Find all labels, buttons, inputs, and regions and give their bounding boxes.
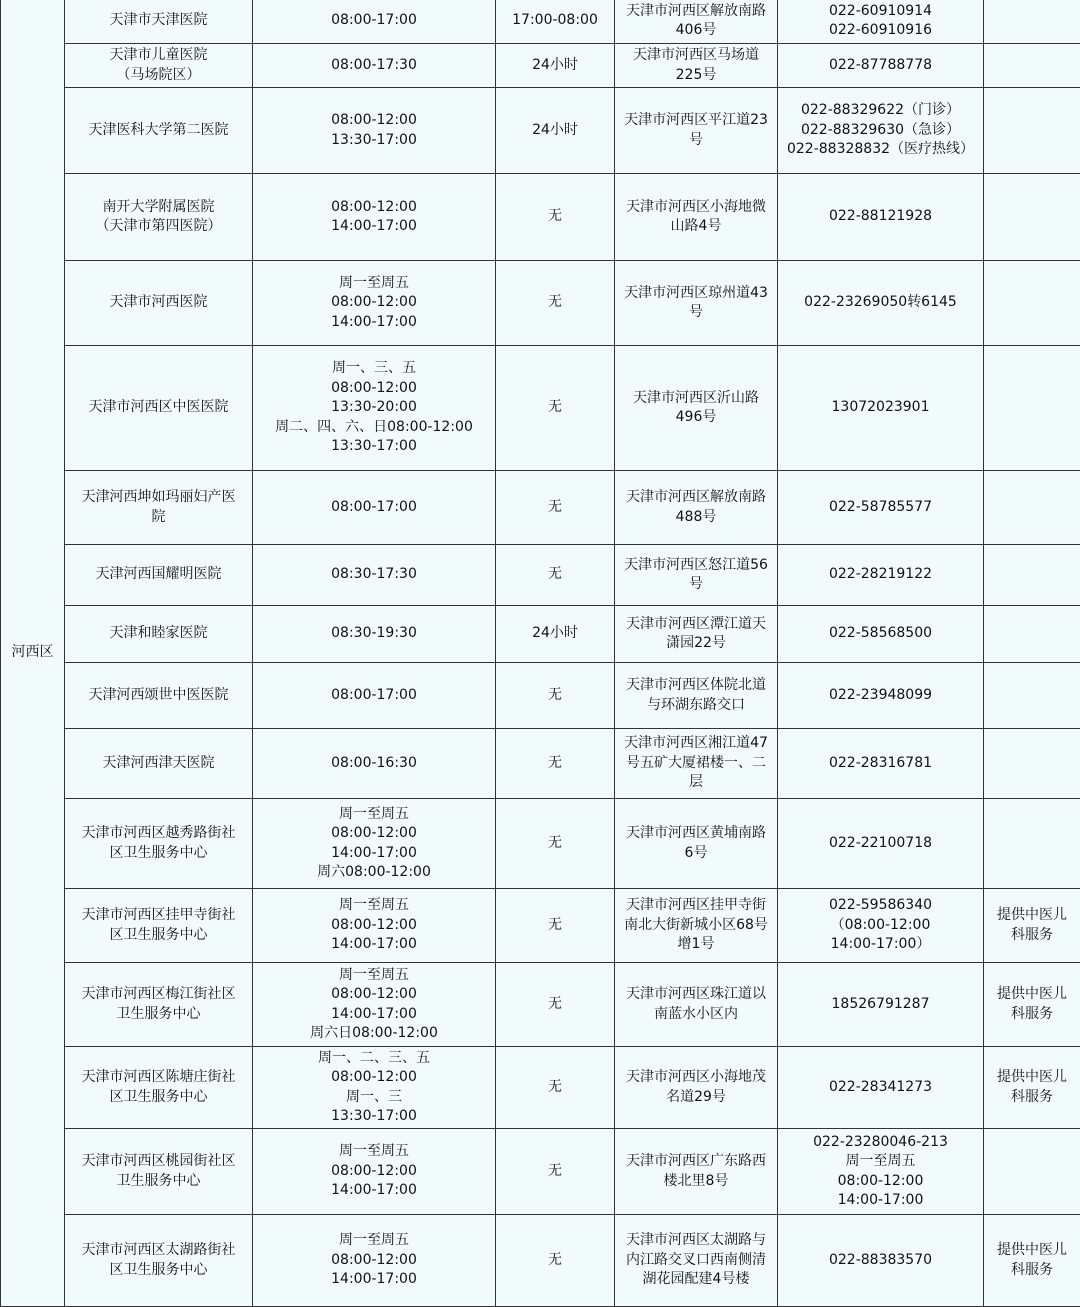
- hospital-name-cell: 天津市河西医院: [65, 261, 253, 346]
- clinic-hours-cell: 08:00-17:00: [253, 663, 496, 729]
- phone-cell: 022-28316781: [778, 729, 984, 799]
- table-row: [1, 0, 1080, 44]
- emergency-cell: 无: [496, 1047, 615, 1129]
- phone-cell: 022-28219122: [778, 545, 984, 606]
- note-cell: [984, 729, 1080, 799]
- hospital-name-cell: 天津市河西区陈塘庄街社 区卫生服务中心: [65, 1047, 253, 1129]
- note-cell: [984, 44, 1080, 88]
- note-cell: [984, 545, 1080, 606]
- clinic-hours-cell: 周一至周五 08:00-12:00 14:00-17:00: [253, 1215, 496, 1307]
- table-row: [1, 545, 1080, 606]
- clinic-hours-cell: 周一、三、五 08:00-12:00 13:30-20:00 周二、四、六、日08:00-12:00 13:30-17:00: [253, 346, 496, 471]
- phone-cell: 022-87788778: [778, 44, 984, 88]
- table-row: [1, 88, 1080, 174]
- emergency-cell: 17:00-08:00: [496, 0, 615, 44]
- emergency-cell: 无: [496, 1215, 615, 1307]
- table-row: [1, 1129, 1080, 1215]
- hospital-name-cell: 天津河西坤如玛丽妇产医 院: [65, 471, 253, 545]
- hospital-name-cell: 天津河西津天医院: [65, 729, 253, 799]
- hospital-name-cell: 天津市河西区太湖路街社 区卫生服务中心: [65, 1215, 253, 1307]
- hospital-name-cell: 天津市河西区梅江街社区 卫生服务中心: [65, 963, 253, 1047]
- address-cell: 天津市河西区解放南路 488号: [615, 471, 778, 545]
- hospital-name-cell: 天津市河西区桃园街社区 卫生服务中心: [65, 1129, 253, 1215]
- note-cell: [984, 471, 1080, 545]
- table-row: [1, 346, 1080, 471]
- hospital-name-cell: 天津河西国耀明医院: [65, 545, 253, 606]
- emergency-cell: 无: [496, 963, 615, 1047]
- district-cell: 河西区: [1, 0, 65, 1307]
- clinic-hours-cell: 08:00-12:00 14:00-17:00: [253, 174, 496, 261]
- address-cell: 天津市河西区解放南路 406号: [615, 0, 778, 44]
- phone-cell: 022-28341273: [778, 1047, 984, 1129]
- note-cell: [984, 799, 1080, 889]
- phone-cell: 022-88329622（门诊） 022-88329630（急诊） 022-88328832（医疗热线）: [778, 88, 984, 174]
- table-row: [1, 799, 1080, 889]
- emergency-cell: 无: [496, 729, 615, 799]
- address-cell: 天津市河西区怒江道56 号: [615, 545, 778, 606]
- clinic-hours-cell: 周一至周五 08:00-12:00 14:00-17:00 周六日08:00-12:00: [253, 963, 496, 1047]
- note-cell: [984, 261, 1080, 346]
- emergency-cell: 无: [496, 1129, 615, 1215]
- table-row: [1, 606, 1080, 663]
- address-cell: 天津市河西区挂甲寺街 南北大街新城小区68号 增1号: [615, 889, 778, 963]
- phone-cell: 022-23948099: [778, 663, 984, 729]
- phone-cell: 022-59586340 （08:00-12:00 14:00-17:00）: [778, 889, 984, 963]
- table-row: [1, 963, 1080, 1047]
- emergency-cell: 无: [496, 545, 615, 606]
- note-cell: [984, 663, 1080, 729]
- hospital-name-cell: 天津和睦家医院: [65, 606, 253, 663]
- table-row: [1, 889, 1080, 963]
- note-cell: [984, 0, 1080, 44]
- clinic-hours-cell: 08:00-16:30: [253, 729, 496, 799]
- address-cell: 天津市河西区小海地微 山路4号: [615, 174, 778, 261]
- hospital-name-cell: 天津市河西区中医医院: [65, 346, 253, 471]
- address-cell: 天津市河西区马场道 225号: [615, 44, 778, 88]
- clinic-hours-cell: 08:30-19:30: [253, 606, 496, 663]
- clinic-hours-cell: 周一、二、三、五 08:00-12:00 周一、三 13:30-17:00: [253, 1047, 496, 1129]
- address-cell: 天津市河西区小海地茂 名道29号: [615, 1047, 778, 1129]
- phone-cell: 022-88383570: [778, 1215, 984, 1307]
- emergency-cell: 24小时: [496, 88, 615, 174]
- phone-cell: 022-23269050转6145: [778, 261, 984, 346]
- note-cell: 提供中医儿 科服务: [984, 889, 1080, 963]
- address-cell: 天津市河西区太湖路与 内江路交叉口西南侧清 湖花园配建4号楼: [615, 1215, 778, 1307]
- address-cell: 天津市河西区湘江道47 号五矿大厦裙楼一、二 层: [615, 729, 778, 799]
- phone-cell: 022-23280046-213 周一至周五 08:00-12:00 14:00-17:00: [778, 1129, 984, 1215]
- hospital-name-cell: 天津河西颂世中医医院: [65, 663, 253, 729]
- address-cell: 天津市河西区沂山路 496号: [615, 346, 778, 471]
- hospital-name-cell: 天津市河西区越秀路街社 区卫生服务中心: [65, 799, 253, 889]
- address-cell: 天津市河西区珠江道以 南蓝水小区内: [615, 963, 778, 1047]
- note-cell: [984, 346, 1080, 471]
- table-row: [1, 471, 1080, 545]
- hospital-name-cell: 天津市天津医院: [65, 0, 253, 44]
- clinic-hours-cell: 周一至周五 08:00-12:00 14:00-17:00 周六08:00-12:00: [253, 799, 496, 889]
- clinic-hours-cell: 周一至周五 08:00-12:00 14:00-17:00: [253, 261, 496, 346]
- note-cell: 提供中医儿 科服务: [984, 963, 1080, 1047]
- emergency-cell: 无: [496, 261, 615, 346]
- emergency-cell: 无: [496, 346, 615, 471]
- hospital-name-cell: 天津市河西区挂甲寺街社 区卫生服务中心: [65, 889, 253, 963]
- address-cell: 天津市河西区广东路西 楼北里8号: [615, 1129, 778, 1215]
- address-cell: 天津市河西区潭江道天 潇园22号: [615, 606, 778, 663]
- table-row: [1, 663, 1080, 729]
- clinic-hours-cell: 08:00-12:00 13:30-17:00: [253, 88, 496, 174]
- phone-cell: 022-88121928: [778, 174, 984, 261]
- address-cell: 天津市河西区体院北道 与环湖东路交口: [615, 663, 778, 729]
- note-cell: [984, 1129, 1080, 1215]
- note-cell: 提供中医儿 科服务: [984, 1215, 1080, 1307]
- emergency-cell: 无: [496, 174, 615, 261]
- phone-cell: 022-58568500: [778, 606, 984, 663]
- note-cell: [984, 174, 1080, 261]
- phone-cell: 022-60910914 022-60910916: [778, 0, 984, 44]
- emergency-cell: 无: [496, 799, 615, 889]
- clinic-hours-cell: 周一至周五 08:00-12:00 14:00-17:00: [253, 1129, 496, 1215]
- table-row: [1, 174, 1080, 261]
- phone-cell: 022-22100718: [778, 799, 984, 889]
- table-row: [1, 261, 1080, 346]
- note-cell: [984, 606, 1080, 663]
- table-row: [1, 1215, 1080, 1307]
- phone-cell: 13072023901: [778, 346, 984, 471]
- clinic-hours-cell: 08:00-17:00: [253, 0, 496, 44]
- emergency-cell: 24小时: [496, 606, 615, 663]
- address-cell: 天津市河西区黄埔南路 6号: [615, 799, 778, 889]
- address-cell: 天津市河西区平江道23 号: [615, 88, 778, 174]
- emergency-cell: 无: [496, 471, 615, 545]
- phone-cell: 18526791287: [778, 963, 984, 1047]
- clinic-hours-cell: 08:00-17:00: [253, 471, 496, 545]
- emergency-cell: 24小时: [496, 44, 615, 88]
- address-cell: 天津市河西区琼州道43 号: [615, 261, 778, 346]
- hospital-name-cell: 天津医科大学第二医院: [65, 88, 253, 174]
- phone-cell: 022-58785577: [778, 471, 984, 545]
- note-cell: 提供中医儿 科服务: [984, 1047, 1080, 1129]
- note-cell: [984, 88, 1080, 174]
- emergency-cell: 无: [496, 889, 615, 963]
- table-body: [1, 0, 1080, 1307]
- clinic-hours-cell: 08:00-17:30: [253, 44, 496, 88]
- table-row: [1, 729, 1080, 799]
- table-row: [1, 1047, 1080, 1129]
- table-row: [1, 44, 1080, 88]
- hospital-name-cell: 天津市儿童医院 （马场院区）: [65, 44, 253, 88]
- clinic-hours-cell: 周一至周五 08:00-12:00 14:00-17:00: [253, 889, 496, 963]
- emergency-cell: 无: [496, 663, 615, 729]
- clinic-hours-cell: 08:30-17:30: [253, 545, 496, 606]
- hospital-name-cell: 南开大学附属医院 （天津市第四医院）: [65, 174, 253, 261]
